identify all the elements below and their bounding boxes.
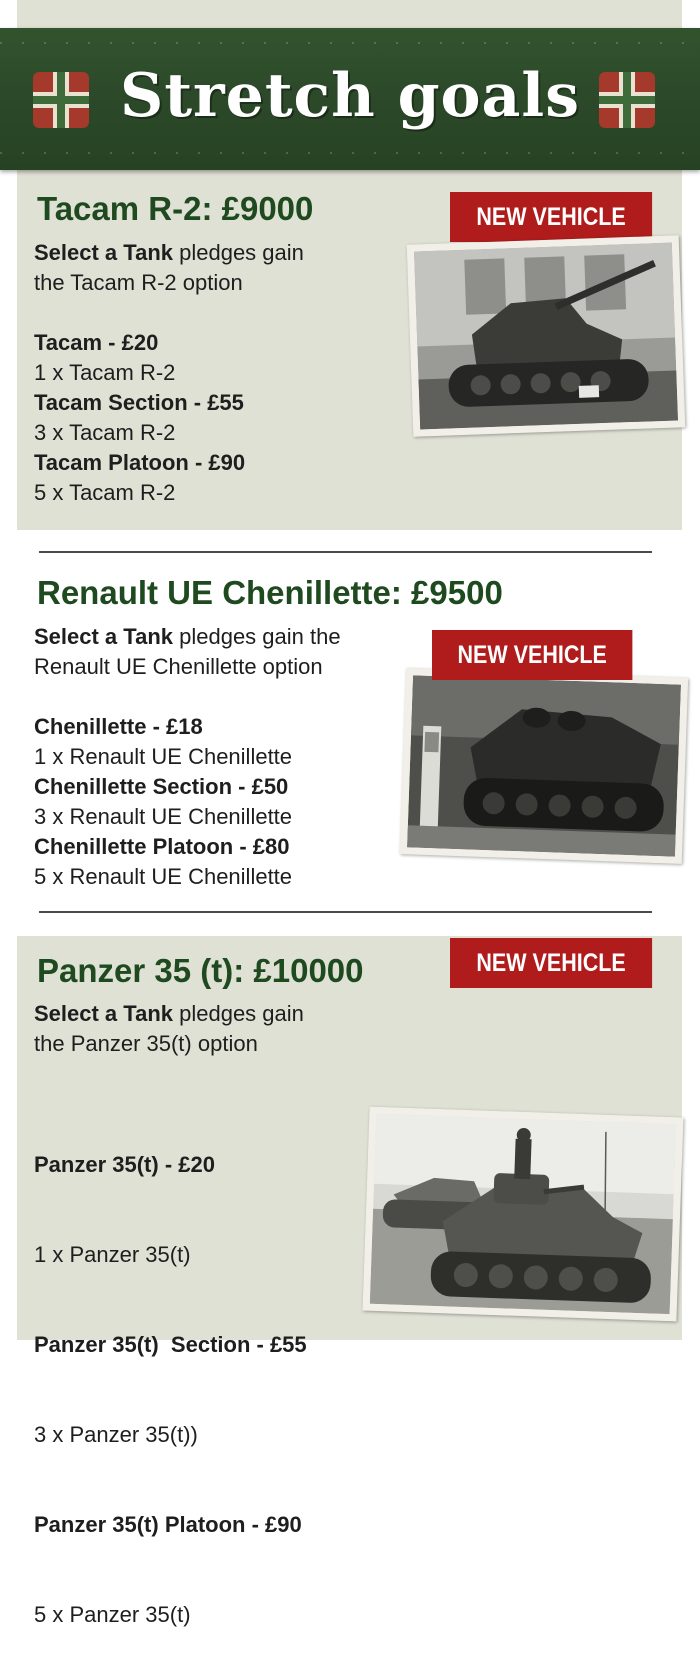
- section-description: Select a Tank pledges gain the Tacam R-2 option: [34, 240, 304, 295]
- option-name: Panzer 35(t) - £20: [34, 1152, 215, 1177]
- tacam-photo-image: [414, 243, 678, 430]
- option-contents: 3 x Panzer 35(t)): [34, 1422, 198, 1447]
- option-contents: 1 x Tacam R-2: [34, 360, 176, 385]
- pledge-option-list: [34, 1090, 394, 1660]
- section-heading: Renault UE Chenillette: £9500: [37, 574, 503, 611]
- pledge-name: Select a Tank: [34, 240, 173, 265]
- stretch-goals-banner: [0, 28, 700, 170]
- section-description: Select a Tank pledges gain the Renault UE Chenillette option: [34, 624, 341, 679]
- pledge-name: Select a Tank: [34, 1001, 173, 1026]
- panzer-photo-image: [370, 1114, 676, 1314]
- option-name: Chenillette Platoon - £80: [34, 834, 290, 859]
- option-name: Tacam Section - £55: [34, 390, 244, 415]
- chenillette-photo-image: [407, 675, 681, 856]
- banner-title: Stretch goals: [119, 61, 580, 131]
- tank-photo: [407, 235, 686, 436]
- pledge-name: Select a Tank: [34, 624, 173, 649]
- new-vehicle-badge: NEW VEHICLE: [432, 630, 632, 680]
- option-contents: 5 x Renault UE Chenillette: [34, 864, 293, 889]
- option-contents: 1 x Renault UE Chenillette: [34, 744, 293, 769]
- option-name: Tacam - £20: [34, 330, 159, 355]
- option-name: Panzer 35(t) Platoon - £90: [34, 1512, 302, 1537]
- section-description: Select a Tank pledges gain the Panzer 35(t) option: [34, 1001, 304, 1056]
- new-vehicle-badge: NEW VEHICLE: [450, 192, 652, 242]
- option-name: Chenillette - £18: [34, 714, 203, 739]
- section-divider: [39, 911, 652, 913]
- section-heading: Tacam R-2: £9000: [37, 190, 314, 227]
- pledge-option-list: [34, 328, 394, 508]
- option-contents: 3 x Tacam R-2: [34, 420, 176, 445]
- option-contents: 1 x Panzer 35(t): [34, 1242, 191, 1267]
- option-name: Tacam Platoon - £90: [34, 450, 246, 475]
- option-contents: 5 x Tacam R-2: [34, 480, 176, 505]
- section-heading: Panzer 35 (t): £10000: [37, 952, 364, 989]
- top-panel: [17, 0, 682, 28]
- new-vehicle-badge: NEW VEHICLE: [450, 938, 652, 988]
- tank-photo: [363, 1107, 684, 1322]
- option-name: Chenillette Section - £50: [34, 774, 289, 799]
- option-contents: 3 x Renault UE Chenillette: [34, 804, 293, 829]
- option-name: Panzer 35(t) Section - £55: [34, 1332, 307, 1357]
- option-contents: 5 x Panzer 35(t): [34, 1602, 191, 1627]
- tank-photo: [400, 668, 688, 864]
- balkenkreuz-icon: [599, 72, 655, 128]
- pledge-option-list: [34, 712, 394, 892]
- section-divider: [39, 551, 652, 553]
